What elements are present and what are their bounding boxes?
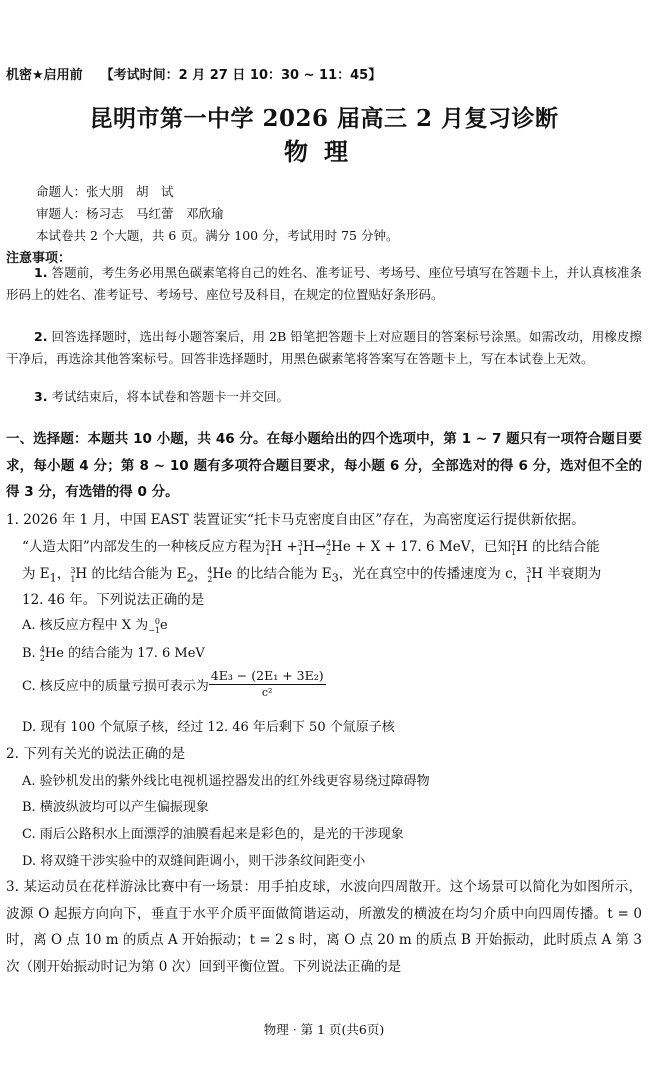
- notice-item-1: [6, 262, 642, 306]
- option-text: He 的结合能为 17. 6 MeV: [44, 646, 205, 661]
- question-1-option-c[interactable]: [22, 668, 326, 701]
- question-text: H→: [302, 539, 326, 555]
- question-text: 某运动员在花样游泳比赛中有一场景：用手拍皮球，水波向四周散开。这个场景可以简化为如图所示，波源 O 起振方向向下，垂直于水平介质平面做简谐运动，所激发的横波在均匀介质中向四周传播。t = 0 时，离 O 点 10 m 的质点 A 开始振动；t = 2 s 时，离 O 点 20 m 的质点 B 开始振动，此时质点 A 第 3 次（刚开始振动时记为第 0 次）回到平衡位置。下列说法正确的是: [6, 879, 642, 975]
- atomic-number: −1: [148, 625, 160, 635]
- question-2-option-b[interactable]: B. 横波纵波均可以产生偏振现象: [22, 800, 209, 815]
- fraction-numerator: 4E₃ − (2E₁ + 3E₂): [210, 668, 324, 683]
- atomic-number: 1: [510, 547, 517, 557]
- question-1-line-2: [22, 534, 642, 561]
- question-text: 下列有关光的说法正确的是: [23, 746, 186, 762]
- option-text: A. 核反应方程中 X 为: [22, 618, 149, 633]
- notice-number: 1.: [34, 265, 48, 280]
- mass-defect-fraction: [209, 668, 326, 701]
- subscript: 1: [49, 571, 57, 585]
- setters-line: 命题人：张大朋 胡 试: [36, 184, 174, 199]
- mass-number: 2: [510, 538, 517, 548]
- atomic-number: 1: [70, 574, 76, 584]
- question-1-option-a[interactable]: [22, 614, 168, 635]
- confidential-label: 机密★启用前: [6, 68, 83, 83]
- question-2-option-d[interactable]: D. 将双缝干涉实验中的双缝间距调小，则干涉条纹间距变小: [22, 854, 366, 869]
- exam-title: 昆明市第一中学 2026 届高三 2 月复习诊断: [89, 105, 559, 132]
- question-text: H 的比结合能为 E: [75, 566, 187, 582]
- question-text: He + X + 17. 6 MeV，已知: [331, 539, 511, 555]
- notice-text: 答题前，考生务必用黑色碳素笔将自己的姓名、准考证号、考场号、座位号填写在答题卡上，并认真核准条形码上的姓名、准考证号、考场号、座位号及科目，在规定的位置贴好条形码。: [6, 265, 642, 302]
- mass-number: 4: [39, 644, 45, 654]
- question-2-option-c[interactable]: C. 雨后公路积水上面漂浮的油膜看起来是彩色的，是光的干涉现象: [22, 827, 404, 842]
- question-1-line-4: 12. 46 年。下列说法正确的是: [22, 592, 205, 608]
- atomic-number: 2: [207, 574, 213, 584]
- question-number: 2.: [6, 746, 19, 762]
- question-number: 3.: [6, 879, 19, 895]
- mass-number: 3: [70, 565, 76, 575]
- atomic-number: 1: [265, 547, 271, 557]
- question-text: H 的比结合能: [516, 539, 600, 555]
- question-2-stem: [6, 741, 642, 768]
- question-text: ，光在真空中的传播速度为 c，: [338, 566, 527, 582]
- reviewers-line: 审题人：杨习志 马红蕾 邓欣瑜: [36, 206, 224, 221]
- question-text: H 半衰期为: [531, 566, 602, 582]
- question-text: 2026 年 1 月，中国 EAST 装置证实“托卡马克密度自由区”存在，为高密度运行提供新依据。: [23, 512, 585, 528]
- notice-item-3: [6, 386, 642, 408]
- atomic-number: 2: [39, 653, 45, 663]
- section-heading: 一、选择题：本题共 10 小题，共 46 分。在每小题给出的四个选项中，第 1 ~ 7 题只有一项符合题目要求，每小题 4 分；第 8 ~ 10 题有多项符合题目要求，每小题 6 分，全部选对的得 6 分，选对但不全的得 3 分，有选错的得 0 分。: [6, 431, 642, 500]
- question-3: [6, 874, 642, 980]
- subscript: 2: [186, 571, 194, 585]
- notice-number: 2.: [34, 329, 48, 344]
- question-text: He 的比结合能为 E: [212, 566, 332, 582]
- subscript: 3: [331, 571, 339, 585]
- option-text: e: [159, 618, 168, 633]
- option-text: B.: [22, 646, 36, 661]
- exam-time: 【考试时间：2 月 27 日 10：30 ~ 11：45】: [100, 68, 382, 83]
- mass-number: 3: [526, 565, 532, 575]
- isotope-electron: [148, 617, 160, 635]
- page-footer: 物理 · 第 1 页(共6页): [263, 1022, 385, 1037]
- exam-summary: 本试卷共 2 个大题，共 6 页。满分 100 分，考试用时 75 分钟。: [36, 228, 399, 243]
- subject-title: 物理: [284, 137, 364, 166]
- mass-number: 0: [154, 616, 160, 626]
- mass-number: 4: [325, 538, 332, 548]
- question-2-option-a[interactable]: A. 验钞机发出的紫外线比电视机遥控器发出的红外线更容易绕过障碍物: [22, 774, 430, 789]
- header-line: [6, 64, 381, 83]
- atomic-number: 2: [325, 547, 332, 557]
- mass-number: 2: [265, 538, 271, 548]
- mass-number: 3: [297, 538, 303, 548]
- question-1-line-1: [6, 507, 642, 534]
- notice-item-2: [6, 326, 642, 370]
- atomic-number: 1: [297, 547, 303, 557]
- question-text: 为 E: [22, 566, 50, 582]
- option-text: C. 核反应中的质量亏损可表示为: [22, 679, 209, 694]
- question-number: 1.: [6, 512, 19, 528]
- notice-text: 回答选择题时，选出每小题答案后，用 2B 铅笔把答题卡上对应题目的答案标号涂黑。如需改动，用橡皮擦干净后，再选涂其他答案标号。回答非选择题时，用黑色碳素笔将答案写在答题卡上，写在本试卷上无效。: [6, 329, 642, 366]
- atomic-number: 1: [526, 574, 532, 584]
- notice-number: 3.: [34, 389, 48, 404]
- question-text: “人造太阳”内部发生的一种核反应方程为: [22, 539, 266, 555]
- question-text: H +: [270, 539, 298, 555]
- question-text: ，: [56, 566, 71, 582]
- question-1-option-b[interactable]: [22, 642, 205, 663]
- question-text: ，: [193, 566, 208, 582]
- fraction-denominator: c²: [261, 686, 273, 699]
- notice-heading: 注意事项：: [6, 251, 72, 266]
- question-1-option-d[interactable]: D. 现有 100 个氚原子核，经过 12. 46 年后剩下 50 个氚原子核: [22, 720, 395, 735]
- mass-number: 4: [207, 565, 213, 575]
- notice-text: 考试结束后，将本试卷和答题卡一并交回。: [51, 389, 289, 404]
